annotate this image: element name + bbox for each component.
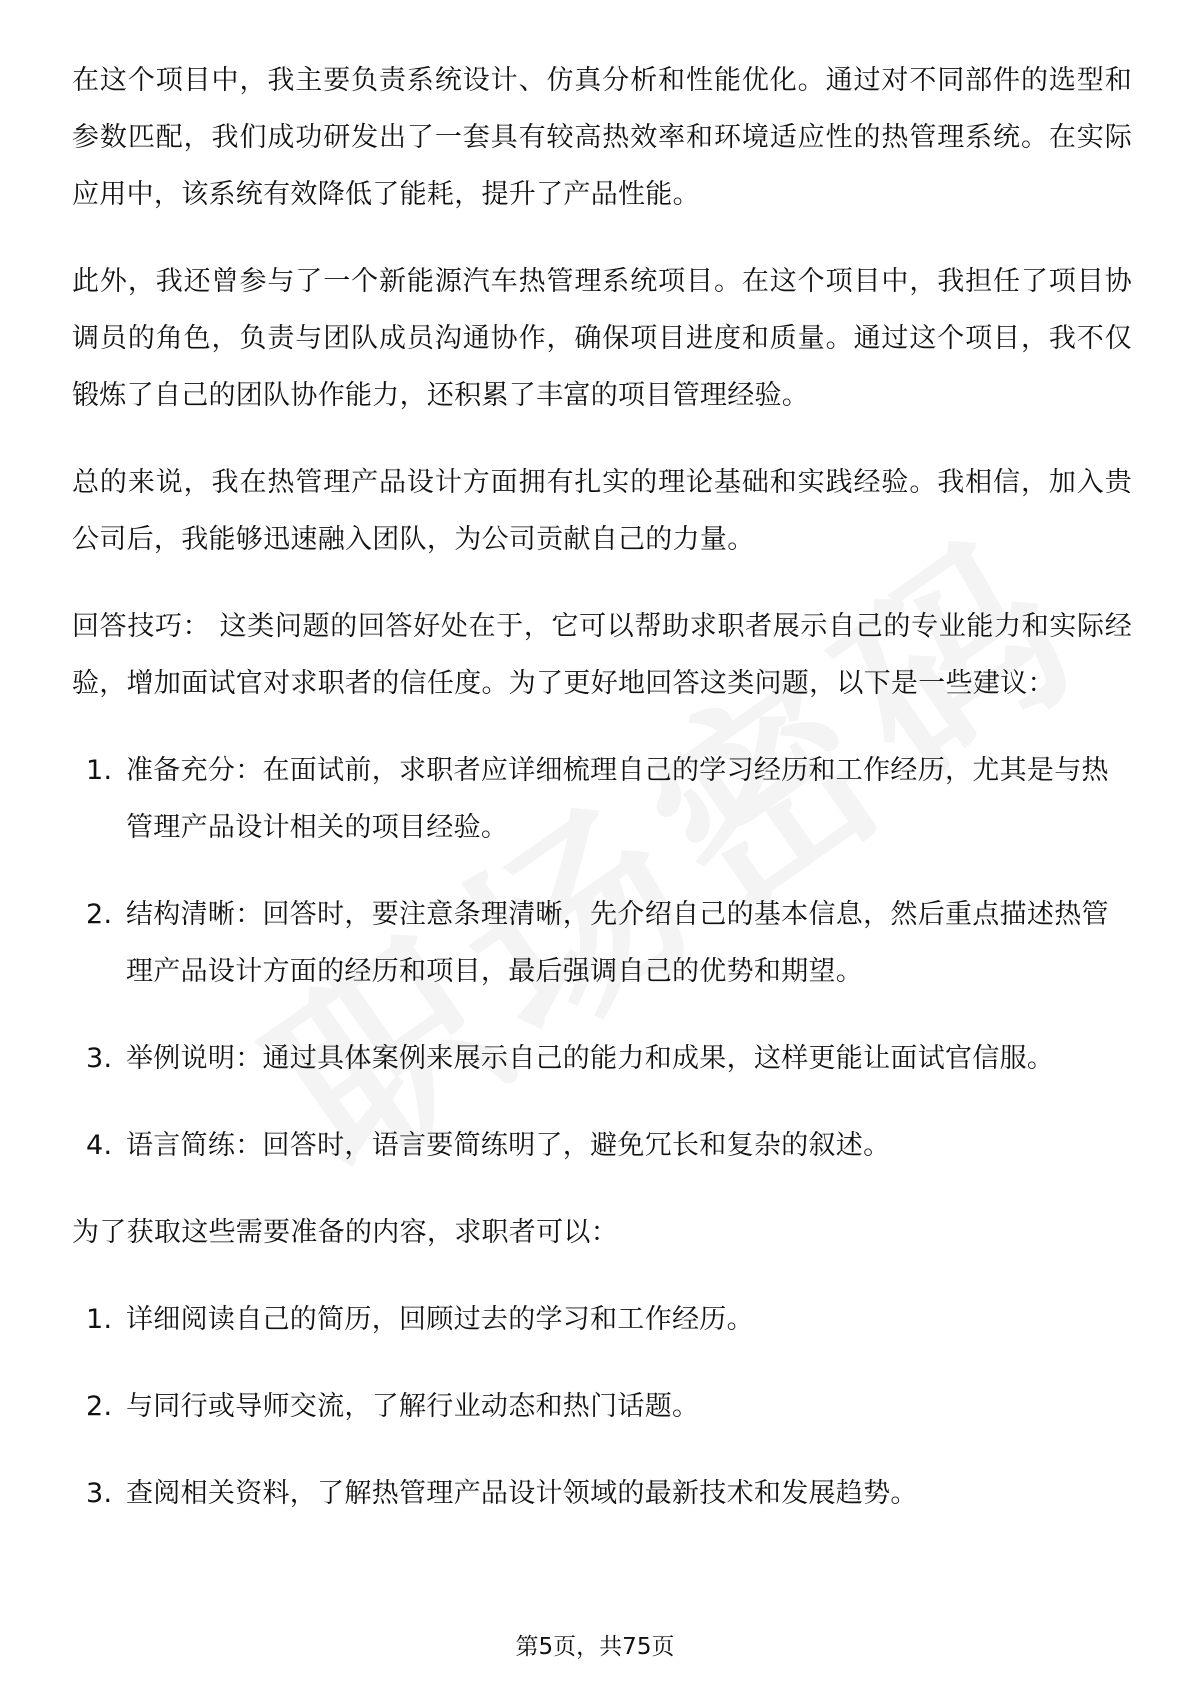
list-text: 详细阅读自己的简历，回顾过去的学习和工作经历。 [126, 1304, 754, 1335]
list-number: 1. [86, 755, 113, 786]
list-item [72, 1465, 1132, 1522]
document-body [72, 52, 1132, 1552]
list-number: 4. [86, 1130, 113, 1161]
prep-steps-list [72, 1291, 1132, 1522]
list-item [72, 886, 1132, 1000]
paragraph-project-role: 在这个项目中，我主要负责系统设计、仿真分析和性能优化。通过对不同部件的选型和参数匹配，我们成功研发出了一套具有较高热效率和环境适应性的热管理系统。在实际应用中，该系统有效降低了能耗，提升了产品性能。 [72, 65, 1132, 210]
paragraph-summary: 总的来说，我在热管理产品设计方面拥有扎实的理论基础和实践经验。我相信，加入贵公司后，我能够迅速融入团队，为公司贡献自己的力量。 [72, 467, 1132, 555]
paragraph-prep-intro: 为了获取这些需要准备的内容，求职者可以： [72, 1217, 618, 1248]
list-item [72, 742, 1132, 856]
list-text: 语言简练：回答时，语言要简练明了，避免冗长和复杂的叙述。 [126, 1130, 891, 1161]
list-number: 3. [86, 1478, 113, 1509]
list-number: 3. [86, 1043, 113, 1074]
list-number: 2. [86, 1391, 113, 1422]
list-text: 准备充分：在面试前，求职者应详细梳理自己的学习经历和工作经历，尤其是与热管理产品设计相关的项目经验。 [126, 755, 1109, 843]
list-item [72, 1030, 1132, 1087]
paragraph-answer-tips: 回答技巧： 这类问题的回答好处在于，它可以帮助求职者展示自己的专业能力和实际经验，增加面试官对求职者的信任度。为了更好地回答这类问题，以下是一些建议： [72, 611, 1132, 699]
paragraph-ev-project: 此外，我还曾参与了一个新能源汽车热管理系统项目。在这个项目中，我担任了项目协调员的角色，负责与团队成员沟通协作，确保项目进度和质量。通过这个项目，我不仅锻炼了自己的团队协作能力，还积累了丰富的项目管理经验。 [72, 266, 1132, 411]
list-text: 查阅相关资料，了解热管理产品设计领域的最新技术和发展趋势。 [126, 1478, 918, 1509]
list-text: 与同行或导师交流，了解行业动态和热门话题。 [126, 1391, 700, 1422]
list-number: 2. [86, 899, 113, 930]
page-footer: 第5页，共75页 [515, 1634, 675, 1660]
list-text: 举例说明：通过具体案例来展示自己的能力和成果，这样更能让面试官信服。 [126, 1043, 1055, 1074]
list-text: 结构清晰：回答时，要注意条理清晰，先介绍自己的基本信息，然后重点描述热管理产品设计方面的经历和项目，最后强调自己的优势和期望。 [126, 899, 1109, 987]
list-number: 1. [86, 1304, 113, 1335]
list-item [72, 1378, 1132, 1435]
list-item [72, 1291, 1132, 1348]
list-item [72, 1117, 1132, 1174]
tips-list [72, 742, 1132, 1174]
